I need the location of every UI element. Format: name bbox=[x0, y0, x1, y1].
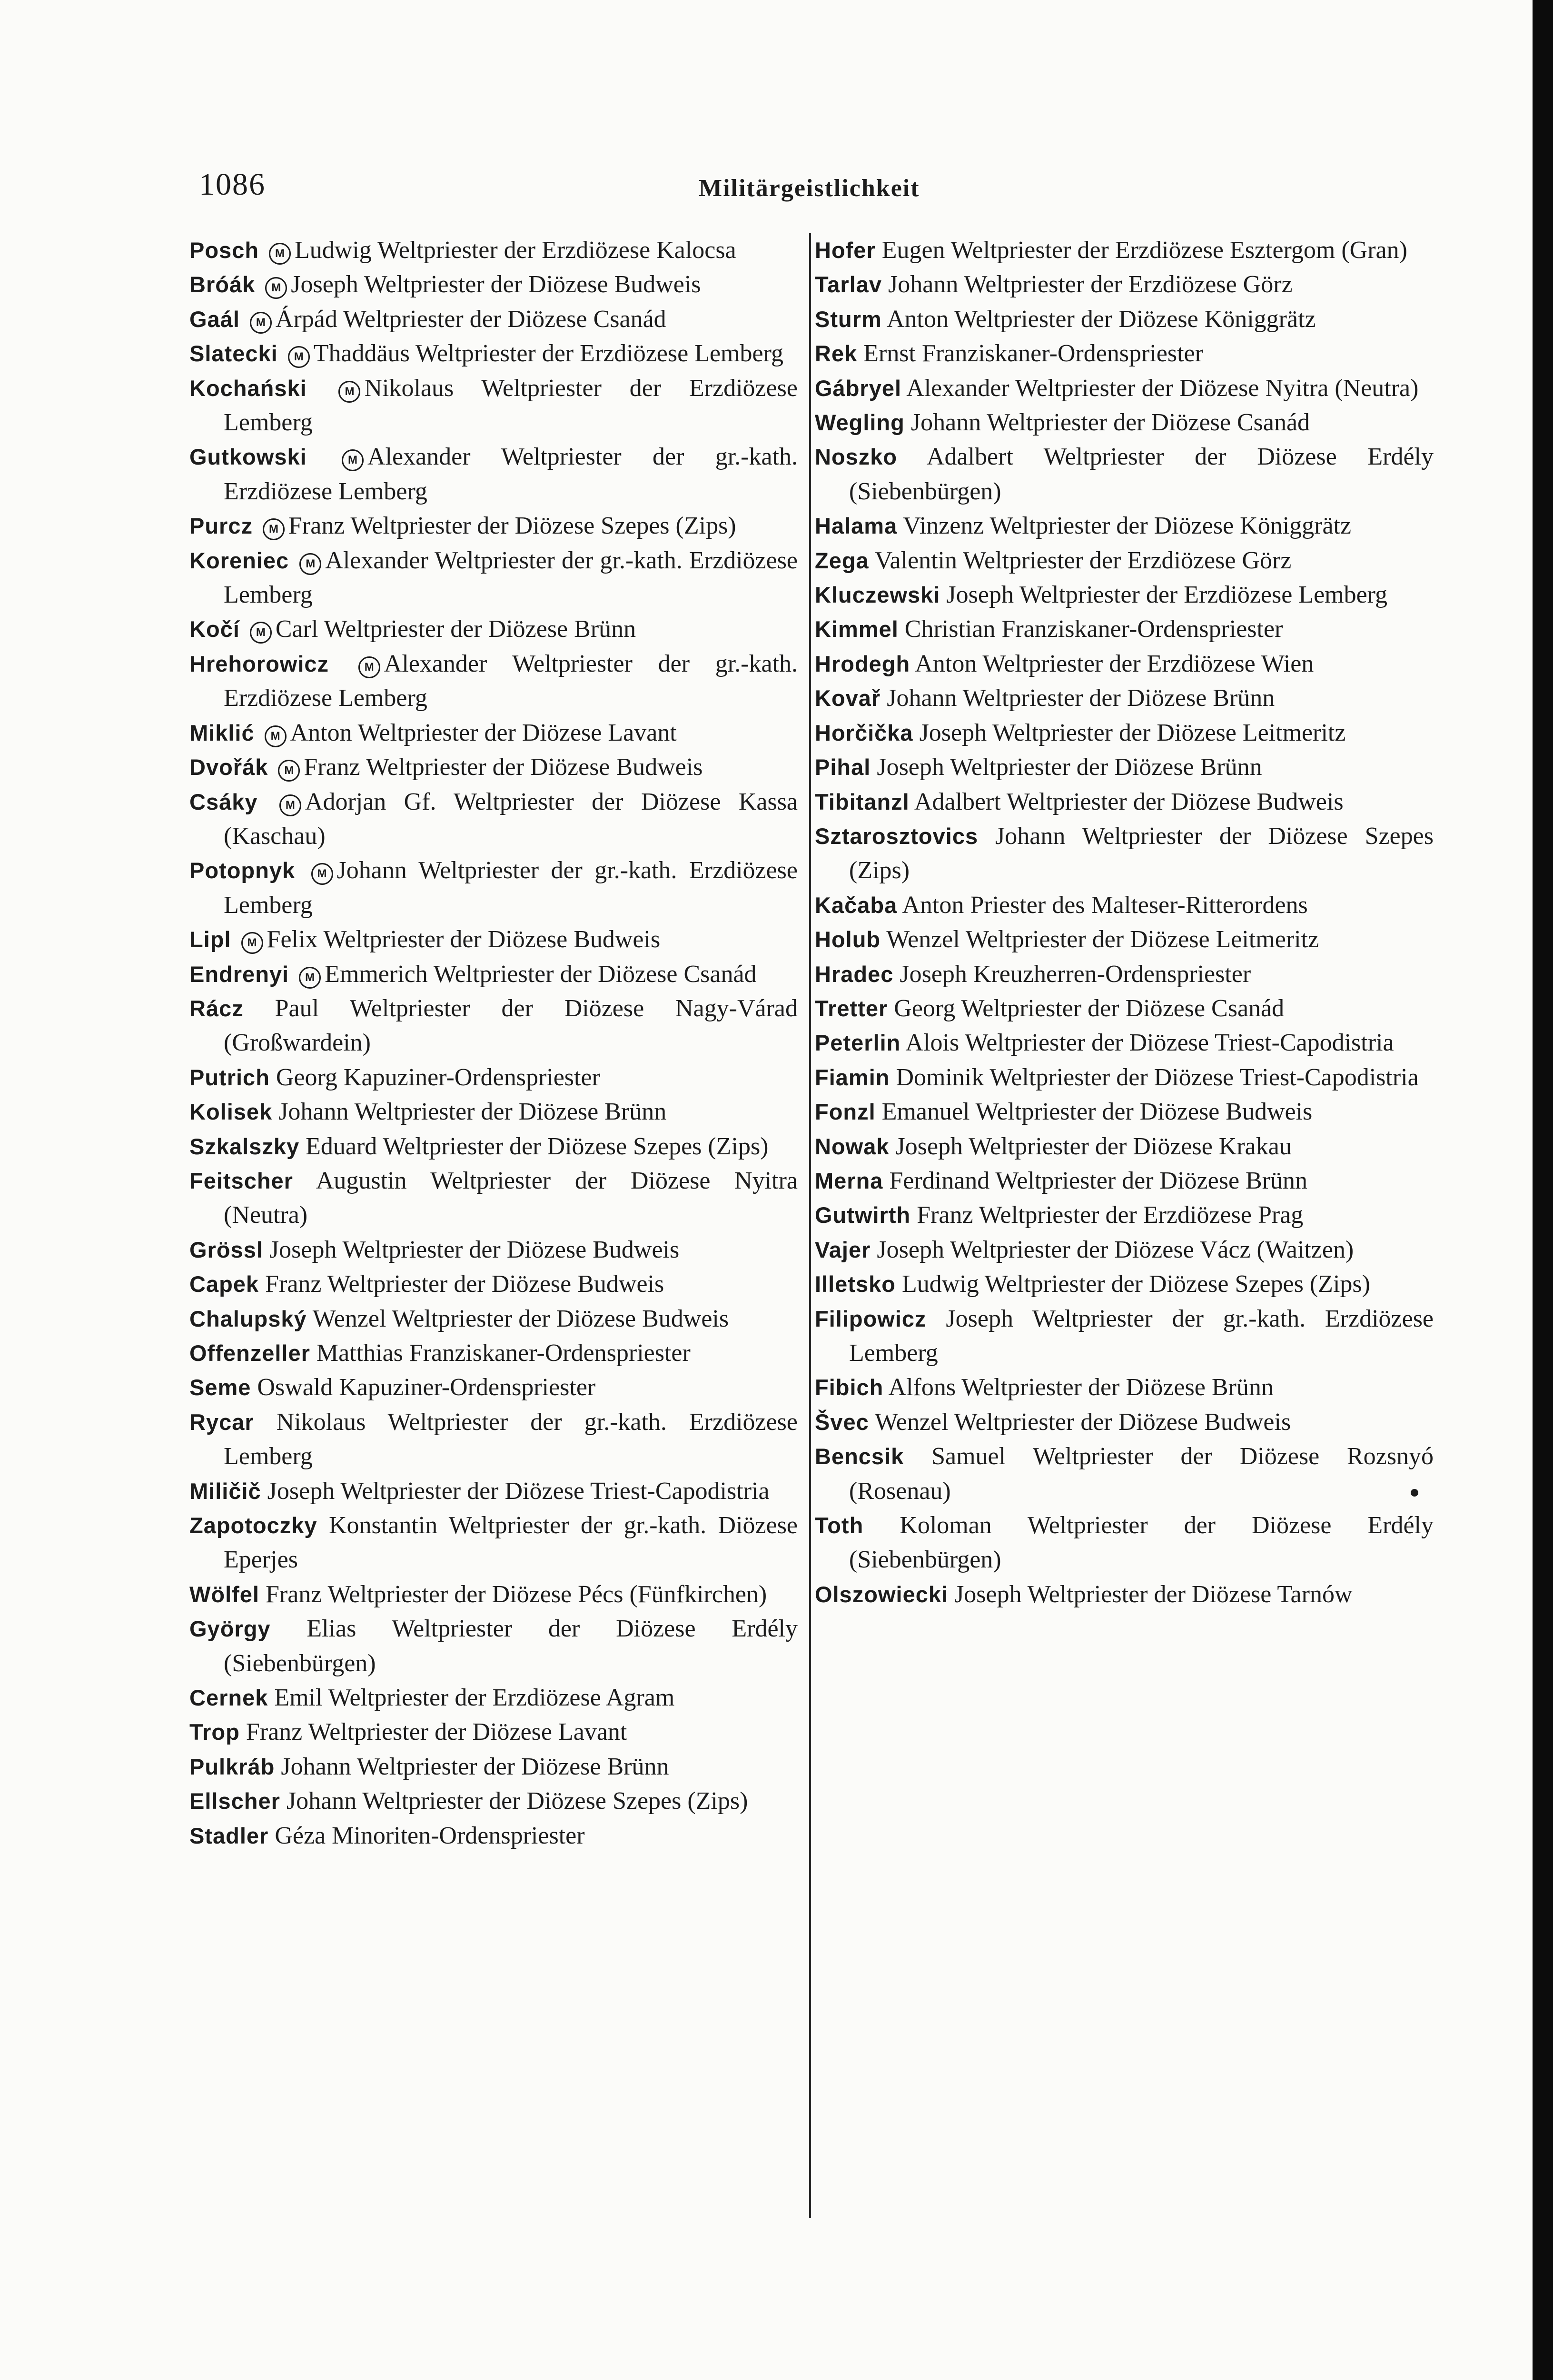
directory-entry bbox=[815, 406, 1434, 440]
directory-entry bbox=[189, 371, 798, 440]
entry-surname: Hrodegh bbox=[815, 651, 910, 676]
entry-surname: Tarlav bbox=[815, 272, 882, 298]
entry-details: Matthias Franziskaner-Ordenspriester bbox=[316, 1339, 691, 1367]
entry-details: Joseph Kreuzherren-Ordenspriester bbox=[900, 960, 1251, 988]
entry-details: Franz Weltpriester der Erzdiözese Prag bbox=[917, 1201, 1304, 1229]
entry-details: Johann Weltpriester der Diözese Brünn bbox=[278, 1098, 667, 1126]
scan-edge bbox=[1533, 0, 1553, 2380]
entry-details: Johann Weltpriester der Diözese Szepes (Zips) bbox=[849, 822, 1434, 884]
entry-surname: Pihal bbox=[815, 754, 871, 780]
entry-details: Joseph Weltpriester der Diözese Vácz (Waitzen) bbox=[877, 1236, 1354, 1263]
entry-surname: Gutkowski bbox=[189, 444, 307, 470]
entry-details: Ludwig Weltpriester der Erzdiözese Kalocsa bbox=[295, 237, 736, 264]
left-column bbox=[189, 233, 798, 1853]
military-service-badge-icon: M bbox=[358, 656, 380, 678]
directory-entry bbox=[815, 992, 1434, 1026]
directory-entry bbox=[189, 716, 798, 750]
directory-entry bbox=[815, 1405, 1434, 1439]
directory-entry bbox=[189, 1784, 798, 1818]
directory-entry bbox=[815, 681, 1434, 715]
entry-surname: Kovař bbox=[815, 685, 881, 711]
entry-details: Géza Minoriten-Ordenspriester bbox=[275, 1822, 585, 1849]
directory-entry bbox=[189, 612, 798, 646]
entry-surname: Sturm bbox=[815, 306, 882, 332]
entry-surname: Miličič bbox=[189, 1478, 261, 1504]
directory-entry bbox=[189, 992, 798, 1061]
entry-details: Augustin Weltpriester der Diözese Nyitra (Neutra) bbox=[224, 1167, 798, 1229]
entry-surname: Posch bbox=[189, 238, 259, 263]
entry-surname: Offenzeller bbox=[189, 1340, 310, 1366]
military-service-badge-icon: M bbox=[299, 553, 321, 575]
directory-entry bbox=[815, 1370, 1434, 1405]
entry-surname: Gábryel bbox=[815, 375, 902, 401]
directory-entry bbox=[815, 371, 1434, 406]
entry-details: Ferdinand Weltpriester der Diözese Brünn bbox=[889, 1167, 1308, 1194]
entry-surname: Wegling bbox=[815, 410, 905, 436]
directory-entry bbox=[815, 1267, 1434, 1301]
entry-surname: Kočí bbox=[189, 616, 240, 642]
directory-entry bbox=[189, 1715, 798, 1749]
directory-entry bbox=[189, 1164, 798, 1233]
entry-surname: Gaál bbox=[189, 306, 240, 332]
directory-entry bbox=[189, 1612, 798, 1681]
entry-details: Wenzel Weltpriester der Diözese Leitmeritz bbox=[886, 926, 1319, 953]
entry-surname: Chalupský bbox=[189, 1306, 307, 1331]
entry-details: Joseph Weltpriester der Erzdiözese Lemberg bbox=[946, 581, 1388, 609]
military-service-badge-icon: M bbox=[338, 381, 360, 403]
directory-entry bbox=[815, 1061, 1434, 1095]
military-service-badge-icon: M bbox=[311, 863, 333, 885]
directory-entry bbox=[815, 1130, 1434, 1164]
entry-details: Adalbert Weltpriester der Diözese Erdély (Siebenbürgen) bbox=[849, 443, 1434, 505]
entry-surname: Stadler bbox=[189, 1823, 269, 1848]
entry-surname: Merna bbox=[815, 1168, 883, 1193]
entry-details: Franz Weltpriester der Diözese Szepes (Zips) bbox=[288, 512, 736, 540]
directory-entry bbox=[189, 1095, 798, 1129]
directory-entry bbox=[189, 1130, 798, 1164]
directory-entry bbox=[189, 1061, 798, 1095]
entry-details: Anton Weltpriester der Diözese Lavant bbox=[290, 719, 677, 746]
directory-entry bbox=[189, 1681, 798, 1715]
page-number: 1086 bbox=[199, 167, 266, 202]
directory-entry bbox=[189, 1474, 798, 1508]
military-service-badge-icon: M bbox=[288, 346, 310, 368]
directory-entry bbox=[189, 957, 798, 992]
entry-details: Joseph Weltpriester der Diözese Krakau bbox=[895, 1132, 1292, 1160]
directory-entry bbox=[815, 509, 1434, 543]
entry-surname: Kolisek bbox=[189, 1099, 273, 1125]
entry-surname: Endrenyi bbox=[189, 961, 289, 987]
directory-entry bbox=[189, 1405, 798, 1474]
entry-details: Joseph Weltpriester der Diözese Budweis bbox=[269, 1236, 680, 1263]
entry-details: Alois Weltpriester der Diözese Triest-Capodistria bbox=[905, 1029, 1394, 1057]
directory-entry bbox=[815, 544, 1434, 578]
entry-details: Emil Weltpriester der Erzdiözese Agram bbox=[274, 1684, 675, 1712]
entry-surname: Csáky bbox=[189, 789, 258, 814]
entry-details: Johann Weltpriester der Diözese Brünn bbox=[887, 684, 1275, 712]
entry-details: Eduard Weltpriester der Diözese Szepes (Zips) bbox=[306, 1132, 769, 1160]
entry-details: Georg Weltpriester der Diözese Csanád bbox=[894, 994, 1285, 1022]
directory-entry bbox=[815, 1198, 1434, 1232]
entry-surname: Noszko bbox=[815, 444, 898, 470]
entry-details: Franz Weltpriester der Diözese Budweis bbox=[265, 1270, 664, 1298]
entry-details: Emmerich Weltpriester der Diözese Csanád bbox=[325, 960, 757, 988]
directory-entry bbox=[189, 647, 798, 716]
entry-details: Anton Priester des Malteser-Ritterordens bbox=[902, 891, 1308, 919]
directory-entry bbox=[815, 1026, 1434, 1060]
directory-entry bbox=[815, 1577, 1434, 1612]
entry-surname: Trop bbox=[189, 1719, 240, 1745]
entry-details: Paul Weltpriester der Diözese Nagy-Várad (Großwardein) bbox=[224, 994, 798, 1057]
military-service-badge-icon: M bbox=[250, 312, 272, 334]
directory-entry bbox=[189, 1233, 798, 1267]
entry-surname: Cernek bbox=[189, 1685, 268, 1711]
military-service-badge-icon: M bbox=[265, 725, 287, 747]
entry-surname: Pulkráb bbox=[189, 1754, 275, 1779]
directory-entry bbox=[815, 750, 1434, 784]
entry-surname: Miklić bbox=[189, 720, 255, 745]
directory-entry bbox=[815, 612, 1434, 646]
entry-surname: Wölfel bbox=[189, 1581, 259, 1607]
directory-entry bbox=[815, 578, 1434, 612]
entry-surname: Illetsko bbox=[815, 1271, 896, 1297]
right-column bbox=[815, 233, 1434, 1612]
entry-surname: Švec bbox=[815, 1409, 869, 1435]
directory-entry bbox=[815, 1095, 1434, 1129]
military-service-badge-icon: M bbox=[342, 449, 364, 471]
printed-dot-mark bbox=[1411, 1489, 1418, 1497]
entry-surname: Rek bbox=[815, 341, 858, 367]
military-service-badge-icon: M bbox=[278, 760, 300, 782]
running-head: Militärgeistlichkeit bbox=[699, 175, 920, 202]
entry-details: Elias Weltpriester der Diözese Erdély (Siebenbürgen) bbox=[224, 1615, 798, 1677]
entry-details: Nikolaus Weltpriester der gr.-kath. Erzdiözese Lemberg bbox=[224, 1408, 798, 1470]
military-service-badge-icon: M bbox=[263, 518, 285, 540]
entry-details: Thaddäus Weltpriester der Erzdiözese Lemberg bbox=[313, 340, 783, 367]
entry-details: Dominik Weltpriester der Diözese Triest-Capodistria bbox=[896, 1063, 1419, 1091]
directory-entry bbox=[815, 1164, 1434, 1198]
directory-entry bbox=[815, 647, 1434, 681]
entry-details: Anton Weltpriester der Erzdiözese Wien bbox=[915, 650, 1314, 677]
entry-surname: Olszowiecki bbox=[815, 1581, 949, 1607]
directory-entry bbox=[189, 750, 798, 784]
directory-entry bbox=[815, 302, 1434, 337]
entry-details: Adalbert Weltpriester der Diözese Budweis bbox=[914, 788, 1344, 815]
entry-surname: Dvořák bbox=[189, 754, 268, 780]
entry-surname: Purcz bbox=[189, 513, 253, 539]
directory-entry bbox=[815, 716, 1434, 750]
entry-surname: Toth bbox=[815, 1513, 864, 1538]
entry-surname: Sztarosztovics bbox=[815, 823, 979, 849]
military-service-badge-icon: M bbox=[241, 932, 263, 954]
entry-surname: Filipowicz bbox=[815, 1306, 927, 1331]
entry-surname: Feitscher bbox=[189, 1168, 293, 1193]
directory-entry bbox=[189, 1819, 798, 1853]
directory-entry bbox=[815, 922, 1434, 957]
directory-entry bbox=[815, 957, 1434, 992]
entry-surname: Kačaba bbox=[815, 892, 898, 918]
military-service-badge-icon: M bbox=[279, 794, 301, 816]
directory-entry bbox=[815, 1508, 1434, 1577]
entry-details: Oswald Kapuziner-Ordenspriester bbox=[257, 1374, 596, 1401]
entry-surname: Holub bbox=[815, 927, 881, 952]
entry-details: Eugen Weltpriester der Erzdiözese Esztergom (Gran) bbox=[881, 237, 1407, 264]
directory-entry bbox=[189, 1302, 798, 1336]
directory-entry bbox=[189, 544, 798, 613]
entry-details: Carl Weltpriester der Diözese Brünn bbox=[275, 615, 636, 643]
entry-details: Alexander Weltpriester der gr.-kath. Erzdiözese Lemberg bbox=[224, 546, 798, 609]
entry-surname: Szkalszky bbox=[189, 1133, 300, 1159]
entry-surname: Slatecki bbox=[189, 341, 278, 367]
directory-entry bbox=[815, 337, 1434, 371]
entry-details: Anton Weltpriester der Diözese Königgrätz bbox=[886, 305, 1316, 333]
entry-details: Vinzenz Weltpriester der Diözese Königgrätz bbox=[903, 512, 1352, 540]
entry-surname: Rácz bbox=[189, 995, 244, 1021]
directory-entry bbox=[189, 1577, 798, 1612]
entry-details: Felix Weltpriester der Diözese Budweis bbox=[267, 926, 661, 953]
directory-entry bbox=[815, 785, 1434, 819]
directory-entry bbox=[189, 1750, 798, 1784]
entry-details: Johann Weltpriester der Erzdiözese Görz bbox=[888, 271, 1293, 298]
directory-entry bbox=[815, 268, 1434, 302]
entry-details: Joseph Weltpriester der Diözese Budweis bbox=[291, 271, 701, 298]
entry-details: Franz Weltpriester der Diözese Lavant bbox=[246, 1718, 627, 1746]
entry-surname: Bencsik bbox=[815, 1444, 904, 1469]
entry-surname: Fonzl bbox=[815, 1099, 876, 1125]
entry-surname: Peterlin bbox=[815, 1030, 901, 1056]
entry-details: Joseph Weltpriester der Diözese Tarnów bbox=[954, 1580, 1353, 1608]
entry-surname: Putrich bbox=[189, 1064, 270, 1090]
entry-details: Alexander Weltpriester der gr.-kath. Erzdiözese Lemberg bbox=[224, 650, 798, 712]
directory-entry bbox=[189, 1336, 798, 1370]
entry-surname: Grössl bbox=[189, 1237, 263, 1262]
entry-surname: Hofer bbox=[815, 238, 876, 263]
directory-entry bbox=[189, 922, 798, 957]
directory-entry bbox=[815, 440, 1434, 509]
directory-entry bbox=[189, 509, 798, 543]
entry-surname: Kluczewski bbox=[815, 582, 940, 608]
entry-details: Johann Weltpriester der Diözese Csanád bbox=[910, 409, 1310, 436]
directory-entry bbox=[189, 1370, 798, 1405]
military-service-badge-icon: M bbox=[269, 243, 291, 265]
entry-details: Ernst Franziskaner-Ordenspriester bbox=[863, 340, 1203, 367]
entry-surname: Zapotoczky bbox=[189, 1513, 317, 1538]
entry-surname: Nowak bbox=[815, 1133, 890, 1159]
entry-surname: Potopnyk bbox=[189, 858, 296, 883]
entry-details: Christian Franziskaner-Ordenspriester bbox=[904, 615, 1283, 643]
entry-details: Valentin Weltpriester der Erzdiözese Görz bbox=[874, 546, 1292, 574]
entry-surname: Vajer bbox=[815, 1237, 871, 1262]
directory-entry bbox=[189, 337, 798, 371]
entry-details: Koloman Weltpriester der Diözese Erdély (Siebenbürgen) bbox=[849, 1512, 1434, 1574]
entry-details: Nikolaus Weltpriester der Erzdiözese Lemberg bbox=[224, 374, 798, 436]
entry-details: Ludwig Weltpriester der Diözese Szepes (Zips) bbox=[901, 1270, 1370, 1298]
directory-entry bbox=[815, 1233, 1434, 1267]
entry-surname: Tibitanzl bbox=[815, 789, 910, 814]
entry-surname: Rycar bbox=[189, 1409, 254, 1435]
directory-entry bbox=[815, 888, 1434, 922]
military-service-badge-icon: M bbox=[299, 967, 321, 989]
entry-details: Árpád Weltpriester der Diözese Csanád bbox=[275, 305, 666, 333]
entry-details: Alexander Weltpriester der Diözese Nyitra (Neutra) bbox=[906, 374, 1419, 402]
entry-details: Joseph Weltpriester der gr.-kath. Erzdiözese Lemberg bbox=[849, 1305, 1434, 1367]
military-service-badge-icon: M bbox=[265, 277, 287, 299]
entry-surname: Kimmel bbox=[815, 616, 899, 642]
entry-details: Franz Weltpriester der Diözese Pécs (Fünfkirchen) bbox=[265, 1580, 767, 1608]
entry-surname: Ellscher bbox=[189, 1788, 280, 1814]
directory-entry bbox=[815, 1439, 1434, 1508]
entry-details: Johann Weltpriester der gr.-kath. Erzdiözese Lemberg bbox=[224, 857, 798, 919]
directory-entry bbox=[815, 819, 1434, 888]
entry-details: Georg Kapuziner-Ordenspriester bbox=[276, 1063, 600, 1091]
entry-surname: Fiamin bbox=[815, 1064, 890, 1090]
entry-surname: Hradec bbox=[815, 961, 894, 987]
entry-surname: Fibich bbox=[815, 1375, 884, 1400]
entry-surname: Halama bbox=[815, 513, 898, 539]
entry-surname: Zega bbox=[815, 547, 869, 573]
entry-details: Alexander Weltpriester der gr.-kath. Erzdiözese Lemberg bbox=[224, 443, 798, 505]
entry-details: Joseph Weltpriester der Diözese Triest-Capodistria bbox=[267, 1477, 770, 1505]
directory-entry bbox=[189, 233, 798, 268]
directory-entry bbox=[189, 1508, 798, 1577]
entry-surname: Capek bbox=[189, 1271, 259, 1297]
entry-surname: Horčička bbox=[815, 720, 913, 745]
entry-details: Franz Weltpriester der Diözese Budweis bbox=[304, 754, 703, 781]
entry-surname: Kochański bbox=[189, 375, 307, 401]
entry-details: Konstantin Weltpriester der gr.-kath. Diözese Eperjes bbox=[224, 1512, 798, 1574]
directory-entry bbox=[189, 785, 798, 854]
directory-entry bbox=[189, 302, 798, 337]
directory-entry bbox=[815, 1302, 1434, 1371]
entry-surname: Lipl bbox=[189, 927, 231, 952]
entry-details: Samuel Weltpriester der Diözese Rozsnyó (Rosenau) bbox=[849, 1443, 1434, 1505]
entry-surname: Bróák bbox=[189, 272, 256, 298]
entry-details: Joseph Weltpriester der Diözese Brünn bbox=[877, 754, 1262, 781]
entry-details: Emanuel Weltpriester der Diözese Budweis bbox=[881, 1098, 1313, 1126]
entry-surname: Koreniec bbox=[189, 547, 289, 573]
column-divider bbox=[809, 233, 811, 2218]
entry-surname: Tretter bbox=[815, 995, 888, 1021]
directory-entry bbox=[815, 233, 1434, 268]
entry-details: Wenzel Weltpriester der Diözese Budweis bbox=[874, 1408, 1291, 1436]
entry-details: Johann Weltpriester der Diözese Brünn bbox=[281, 1753, 669, 1780]
directory-entry bbox=[189, 268, 798, 302]
entry-surname: Gutwirth bbox=[815, 1202, 911, 1228]
entry-details: Johann Weltpriester der Diözese Szepes (Zips) bbox=[286, 1787, 748, 1815]
directory-entry bbox=[189, 440, 798, 509]
entry-surname: Hrehorowicz bbox=[189, 651, 329, 676]
entry-surname: Seme bbox=[189, 1375, 251, 1400]
entry-details: Alfons Weltpriester der Diözese Brünn bbox=[888, 1374, 1274, 1401]
entry-surname: György bbox=[189, 1616, 271, 1642]
entry-details: Wenzel Weltpriester der Diözese Budweis bbox=[312, 1305, 729, 1332]
directory-entry bbox=[189, 853, 798, 922]
entry-details: Joseph Weltpriester der Diözese Leitmeritz bbox=[919, 719, 1346, 746]
directory-entry bbox=[189, 1267, 798, 1301]
entry-details: Adorjan Gf. Weltpriester der Diözese Kassa (Kaschau) bbox=[224, 788, 798, 850]
military-service-badge-icon: M bbox=[250, 622, 272, 644]
